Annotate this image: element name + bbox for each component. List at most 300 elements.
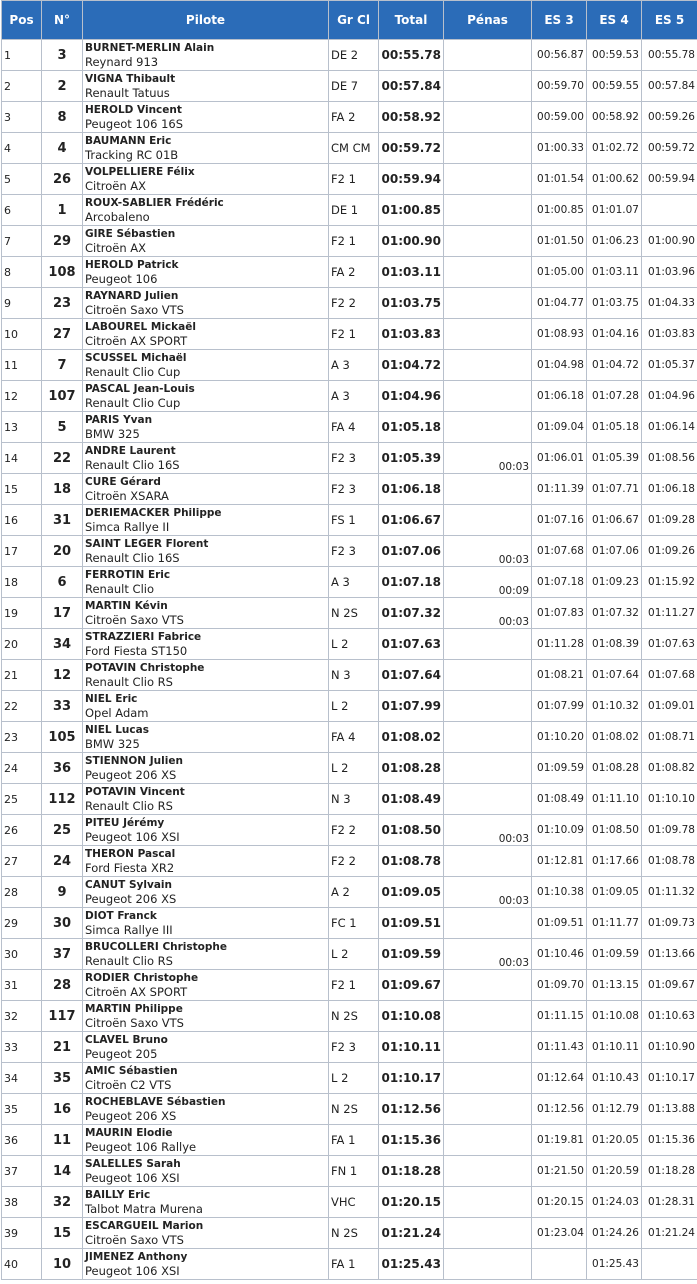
cell-es5: 01:09.28: [642, 505, 697, 536]
cell-number: 8: [42, 102, 83, 133]
cell-pos: 2: [2, 71, 42, 102]
driver-name: BURNET-MERLIN Alain: [85, 42, 215, 54]
cell-es3: 01:10.09: [532, 815, 587, 846]
cell-total: 01:07.63: [379, 629, 444, 660]
cell-penalties: [444, 71, 532, 102]
cell-total: 01:20.15: [379, 1187, 444, 1218]
cell-es4: 01:07.64: [587, 660, 642, 691]
cell-es4: 01:05.39: [587, 443, 642, 474]
cell-es5: 01:00.90: [642, 226, 697, 257]
cell-es4: 01:03.75: [587, 288, 642, 319]
driver-name: GIRE Sébastien: [85, 228, 176, 240]
car-model: Arcobaleno: [85, 210, 150, 224]
driver-name: ANDRE Laurent: [85, 445, 176, 457]
cell-pilote: [83, 319, 329, 350]
cell-es5: 01:06.18: [642, 474, 697, 505]
cell-es5: [642, 1249, 697, 1280]
table-row: [2, 1125, 697, 1156]
cell-pos: 37: [2, 1156, 42, 1187]
cell-penalties: [444, 257, 532, 288]
cell-es4: 01:10.11: [587, 1032, 642, 1063]
cell-group-class: A 3: [329, 567, 379, 598]
cell-group-class: L 2: [329, 753, 379, 784]
table-row: [2, 753, 697, 784]
cell-pos: 19: [2, 598, 42, 629]
table-row: [2, 319, 697, 350]
cell-penalties: [444, 970, 532, 1001]
cell-es4: 01:03.11: [587, 257, 642, 288]
cell-penalties: [444, 1032, 532, 1063]
cell-pilote: [83, 1249, 329, 1280]
car-model: Citroën AX: [85, 241, 147, 255]
cell-pos: 6: [2, 195, 42, 226]
table-body: [2, 40, 697, 1280]
cell-es4: 01:07.28: [587, 381, 642, 412]
cell-pos: 7: [2, 226, 42, 257]
cell-group-class: F2 3: [329, 474, 379, 505]
col-header-es4[interactable]: ES 4: [587, 1, 642, 40]
cell-penalties: [444, 350, 532, 381]
car-model: Simca Rallye II: [85, 520, 170, 534]
table-row: [2, 691, 697, 722]
cell-es5: 01:15.92: [642, 567, 697, 598]
cell-es3: 01:10.20: [532, 722, 587, 753]
driver-name: FERROTIN Eric: [85, 569, 171, 581]
cell-penalties: [444, 846, 532, 877]
cell-es4: 01:11.10: [587, 784, 642, 815]
cell-es5: 01:15.36: [642, 1125, 697, 1156]
driver-name: JIMENEZ Anthony: [85, 1251, 188, 1263]
car-model: Renault Clio 16S: [85, 551, 180, 565]
table-row: [2, 288, 697, 319]
cell-total: 01:10.17: [379, 1063, 444, 1094]
table-row: [2, 195, 697, 226]
cell-group-class: L 2: [329, 691, 379, 722]
cell-total: 00:58.92: [379, 102, 444, 133]
cell-pos: 27: [2, 846, 42, 877]
driver-name: VIGNA Thibault: [85, 73, 176, 85]
cell-es5: 01:21.24: [642, 1218, 697, 1249]
cell-group-class: VHC: [329, 1187, 379, 1218]
cell-penalties: [444, 629, 532, 660]
cell-pos: 26: [2, 815, 42, 846]
cell-number: 1: [42, 195, 83, 226]
cell-es5: 01:13.66: [642, 939, 697, 970]
cell-pilote: [83, 629, 329, 660]
col-header-penas[interactable]: Pénas: [444, 1, 532, 40]
cell-es3: 01:01.54: [532, 164, 587, 195]
cell-group-class: FS 1: [329, 505, 379, 536]
cell-pilote: [83, 381, 329, 412]
cell-pilote: [83, 1187, 329, 1218]
cell-es4: 01:02.72: [587, 133, 642, 164]
cell-es5: 00:59.72: [642, 133, 697, 164]
driver-name: SAINT LEGER Florent: [85, 538, 209, 550]
cell-group-class: N 2S: [329, 598, 379, 629]
table-row: [2, 226, 697, 257]
cell-penalties: [444, 319, 532, 350]
cell-es5: 01:08.56: [642, 443, 697, 474]
table-row: [2, 1094, 697, 1125]
car-model: Citroën Saxo VTS: [85, 1016, 184, 1030]
cell-pos: 29: [2, 908, 42, 939]
cell-penalties: [444, 474, 532, 505]
cell-es4: 01:08.50: [587, 815, 642, 846]
col-header-pilote[interactable]: Pilote: [83, 1, 329, 40]
car-model: Peugeot 106 XSI: [85, 1264, 180, 1278]
cell-penalties: [444, 1249, 532, 1280]
cell-number: 17: [42, 598, 83, 629]
driver-name: BAUMANN Eric: [85, 135, 172, 147]
cell-es5: 01:05.37: [642, 350, 697, 381]
table-row: [2, 846, 697, 877]
cell-penalties: [444, 753, 532, 784]
car-model: Citroën Saxo VTS: [85, 1233, 184, 1247]
table-row: [2, 1187, 697, 1218]
cell-es5: 00:55.78: [642, 40, 697, 71]
cell-number: 4: [42, 133, 83, 164]
cell-es5: 01:11.27: [642, 598, 697, 629]
table-row: [2, 970, 697, 1001]
cell-penalties: [444, 1001, 532, 1032]
driver-name: DIOT Franck: [85, 910, 157, 922]
cell-pos: 35: [2, 1094, 42, 1125]
cell-number: 33: [42, 691, 83, 722]
cell-penalties: [444, 784, 532, 815]
cell-pos: 1: [2, 40, 42, 71]
cell-penalties: 00:03: [444, 939, 532, 970]
car-model: Opel Adam: [85, 706, 149, 720]
table-row: [2, 629, 697, 660]
car-model: Citroën AX SPORT: [85, 985, 188, 999]
cell-es3: 01:09.59: [532, 753, 587, 784]
cell-penalties: 00:03: [444, 877, 532, 908]
cell-es5: 01:09.73: [642, 908, 697, 939]
col-header-total[interactable]: Total: [379, 1, 444, 40]
header-row: [2, 1, 697, 40]
table-row: [2, 474, 697, 505]
cell-number: 36: [42, 753, 83, 784]
cell-pilote: [83, 877, 329, 908]
cell-number: 25: [42, 815, 83, 846]
col-header-es5[interactable]: ES 5: [642, 1, 697, 40]
cell-pilote: [83, 908, 329, 939]
cell-pos: 23: [2, 722, 42, 753]
table-row: [2, 598, 697, 629]
cell-es3: 01:11.43: [532, 1032, 587, 1063]
cell-total: 01:09.05: [379, 877, 444, 908]
driver-name: AMIC Sébastien: [85, 1065, 178, 1077]
cell-pos: 40: [2, 1249, 42, 1280]
cell-pilote: [83, 474, 329, 505]
cell-pilote: [83, 939, 329, 970]
driver-name: STRAZZIERI Fabrice: [85, 631, 202, 643]
table-row: [2, 908, 697, 939]
car-model: Tracking RC 01B: [85, 148, 179, 162]
cell-penalties: [444, 164, 532, 195]
table-row: [2, 1249, 697, 1280]
cell-group-class: N 3: [329, 784, 379, 815]
table-row: [2, 133, 697, 164]
table-row: [2, 381, 697, 412]
cell-number: 32: [42, 1187, 83, 1218]
cell-total: 00:59.72: [379, 133, 444, 164]
car-model: Ford Fiesta XR2: [85, 861, 175, 875]
cell-number: 18: [42, 474, 83, 505]
cell-es5: 01:18.28: [642, 1156, 697, 1187]
driver-name: VOLPELLIERE Félix: [85, 166, 195, 178]
cell-es4: 01:11.77: [587, 908, 642, 939]
cell-es3: [532, 1249, 587, 1280]
car-model: Citroën Saxo VTS: [85, 613, 184, 627]
cell-es3: 01:12.81: [532, 846, 587, 877]
cell-number: 30: [42, 908, 83, 939]
cell-total: 01:00.85: [379, 195, 444, 226]
cell-number: 112: [42, 784, 83, 815]
cell-es3: 01:12.56: [532, 1094, 587, 1125]
cell-pilote: [83, 71, 329, 102]
cell-es3: 01:08.49: [532, 784, 587, 815]
cell-pilote: [83, 598, 329, 629]
driver-name: MARTIN Kévin: [85, 600, 168, 612]
col-header-num[interactable]: N°: [42, 1, 83, 40]
cell-total: 01:10.11: [379, 1032, 444, 1063]
driver-name: NIEL Lucas: [85, 724, 149, 736]
car-model: Citroën AX: [85, 179, 147, 193]
cell-number: 29: [42, 226, 83, 257]
cell-total: 01:21.24: [379, 1218, 444, 1249]
cell-es5: 00:59.26: [642, 102, 697, 133]
cell-es4: 00:59.55: [587, 71, 642, 102]
cell-total: 01:08.78: [379, 846, 444, 877]
table-row: [2, 567, 697, 598]
cell-pilote: [83, 846, 329, 877]
driver-name: BAILLY Eric: [85, 1189, 151, 1201]
cell-pilote: [83, 691, 329, 722]
cell-total: 01:25.43: [379, 1249, 444, 1280]
cell-es3: 01:07.16: [532, 505, 587, 536]
cell-number: 16: [42, 1094, 83, 1125]
cell-es3: 01:07.68: [532, 536, 587, 567]
cell-pilote: [83, 102, 329, 133]
table-row: [2, 164, 697, 195]
cell-pilote: [83, 1063, 329, 1094]
cell-es4: 01:10.32: [587, 691, 642, 722]
cell-group-class: F2 1: [329, 226, 379, 257]
cell-es3: 01:05.00: [532, 257, 587, 288]
cell-es4: 01:12.79: [587, 1094, 642, 1125]
car-model: Renault Clio Cup: [85, 396, 181, 410]
cell-es3: 01:21.50: [532, 1156, 587, 1187]
cell-es4: 01:20.05: [587, 1125, 642, 1156]
driver-name: MAURIN Elodie: [85, 1127, 173, 1139]
cell-number: 12: [42, 660, 83, 691]
driver-name: PARIS Yvan: [85, 414, 153, 426]
table-row: [2, 1001, 697, 1032]
cell-es4: 01:13.15: [587, 970, 642, 1001]
cell-penalties: [444, 195, 532, 226]
cell-es3: 01:23.04: [532, 1218, 587, 1249]
cell-group-class: F2 1: [329, 164, 379, 195]
cell-pilote: [83, 722, 329, 753]
driver-name: RAYNARD Julien: [85, 290, 179, 302]
cell-number: 28: [42, 970, 83, 1001]
cell-es4: 01:00.62: [587, 164, 642, 195]
cell-es5: [642, 195, 697, 226]
cell-pilote: [83, 1125, 329, 1156]
cell-group-class: FA 2: [329, 257, 379, 288]
cell-pilote: [83, 1094, 329, 1125]
cell-pilote: [83, 133, 329, 164]
col-header-es3[interactable]: ES 3: [532, 1, 587, 40]
driver-name: LABOUREL Mickaël: [85, 321, 196, 333]
cell-pilote: [83, 970, 329, 1001]
cell-es5: 01:07.63: [642, 629, 697, 660]
cell-number: 14: [42, 1156, 83, 1187]
cell-es3: 01:01.50: [532, 226, 587, 257]
col-header-grcl[interactable]: Gr Cl: [329, 1, 379, 40]
cell-group-class: F2 2: [329, 288, 379, 319]
cell-es4: 01:10.08: [587, 1001, 642, 1032]
cell-penalties: [444, 908, 532, 939]
cell-es3: 01:09.70: [532, 970, 587, 1001]
driver-name: SALELLES Sarah: [85, 1158, 181, 1170]
cell-es4: 01:07.32: [587, 598, 642, 629]
cell-penalties: [444, 1094, 532, 1125]
cell-pos: 32: [2, 1001, 42, 1032]
car-model: Peugeot 205: [85, 1047, 158, 1061]
cell-group-class: N 2S: [329, 1218, 379, 1249]
cell-es4: 01:17.66: [587, 846, 642, 877]
cell-penalties: [444, 691, 532, 722]
cell-pilote: [83, 195, 329, 226]
cell-group-class: F2 1: [329, 319, 379, 350]
cell-number: 26: [42, 164, 83, 195]
col-header-pos[interactable]: Pos: [2, 1, 42, 40]
cell-pos: 11: [2, 350, 42, 381]
cell-es3: 01:06.18: [532, 381, 587, 412]
driver-name: POTAVIN Christophe: [85, 662, 205, 674]
cell-number: 10: [42, 1249, 83, 1280]
cell-number: 11: [42, 1125, 83, 1156]
cell-pos: 25: [2, 784, 42, 815]
table-row: [2, 660, 697, 691]
cell-number: 34: [42, 629, 83, 660]
car-model: Citroën XSARA: [85, 489, 169, 503]
car-model: Peugeot 206 XS: [85, 768, 177, 782]
cell-group-class: FA 2: [329, 102, 379, 133]
cell-pilote: [83, 536, 329, 567]
cell-es3: 01:10.38: [532, 877, 587, 908]
cell-group-class: F2 3: [329, 443, 379, 474]
cell-es5: 01:10.63: [642, 1001, 697, 1032]
cell-penalties: 00:03: [444, 598, 532, 629]
cell-es3: 01:00.33: [532, 133, 587, 164]
cell-pilote: [83, 1156, 329, 1187]
cell-number: 35: [42, 1063, 83, 1094]
table-row: [2, 40, 697, 71]
cell-es5: 01:04.96: [642, 381, 697, 412]
cell-es4: 01:25.43: [587, 1249, 642, 1280]
cell-es5: 01:03.83: [642, 319, 697, 350]
cell-total: 01:07.64: [379, 660, 444, 691]
cell-es5: 01:10.90: [642, 1032, 697, 1063]
car-model: Peugeot 206 XS: [85, 1109, 177, 1123]
cell-pos: 34: [2, 1063, 42, 1094]
table-row: [2, 1032, 697, 1063]
cell-total: 01:03.11: [379, 257, 444, 288]
cell-total: 01:03.75: [379, 288, 444, 319]
cell-pos: 39: [2, 1218, 42, 1249]
cell-es3: 00:59.70: [532, 71, 587, 102]
cell-es5: 01:09.67: [642, 970, 697, 1001]
car-model: Peugeot 106 XSI: [85, 1171, 180, 1185]
cell-pos: 31: [2, 970, 42, 1001]
cell-pos: 5: [2, 164, 42, 195]
cell-number: 9: [42, 877, 83, 908]
cell-group-class: N 2S: [329, 1001, 379, 1032]
cell-es4: 01:04.72: [587, 350, 642, 381]
cell-total: 01:05.39: [379, 443, 444, 474]
cell-number: 24: [42, 846, 83, 877]
car-model: Renault Clio RS: [85, 799, 173, 813]
cell-es3: 01:09.51: [532, 908, 587, 939]
cell-penalties: 00:03: [444, 443, 532, 474]
cell-es4: 01:07.06: [587, 536, 642, 567]
cell-total: 01:12.56: [379, 1094, 444, 1125]
cell-total: 01:04.96: [379, 381, 444, 412]
table-row: [2, 536, 697, 567]
car-model: Peugeot 106 16S: [85, 117, 184, 131]
driver-name: POTAVIN Vincent: [85, 786, 185, 798]
driver-name: ROUX-SABLIER Frédéric: [85, 197, 224, 209]
driver-name: CANUT Sylvain: [85, 879, 172, 891]
table-row: [2, 412, 697, 443]
cell-es5: 01:04.33: [642, 288, 697, 319]
cell-penalties: [444, 722, 532, 753]
cell-pos: 9: [2, 288, 42, 319]
cell-group-class: FA 4: [329, 722, 379, 753]
cell-es3: 00:56.87: [532, 40, 587, 71]
cell-es4: 01:10.43: [587, 1063, 642, 1094]
cell-pos: 4: [2, 133, 42, 164]
cell-pilote: [83, 753, 329, 784]
cell-total: 01:07.18: [379, 567, 444, 598]
cell-group-class: F2 2: [329, 846, 379, 877]
cell-es3: 01:11.39: [532, 474, 587, 505]
table-row: [2, 505, 697, 536]
cell-es4: 01:08.02: [587, 722, 642, 753]
cell-pilote: [83, 815, 329, 846]
cell-es3: 01:04.77: [532, 288, 587, 319]
cell-pilote: [83, 350, 329, 381]
driver-name: ROCHEBLAVE Sébastien: [85, 1096, 226, 1108]
cell-number: 21: [42, 1032, 83, 1063]
table-row: [2, 1063, 697, 1094]
cell-es4: 01:07.71: [587, 474, 642, 505]
cell-pos: 16: [2, 505, 42, 536]
cell-pilote: [83, 412, 329, 443]
cell-pilote: [83, 660, 329, 691]
car-model: Renault Clio 16S: [85, 458, 180, 472]
cell-es3: 01:20.15: [532, 1187, 587, 1218]
car-model: BMW 325: [85, 737, 140, 751]
cell-number: 108: [42, 257, 83, 288]
cell-es5: 01:09.78: [642, 815, 697, 846]
cell-total: 01:08.28: [379, 753, 444, 784]
cell-es4: 00:58.92: [587, 102, 642, 133]
cell-es3: 01:04.98: [532, 350, 587, 381]
